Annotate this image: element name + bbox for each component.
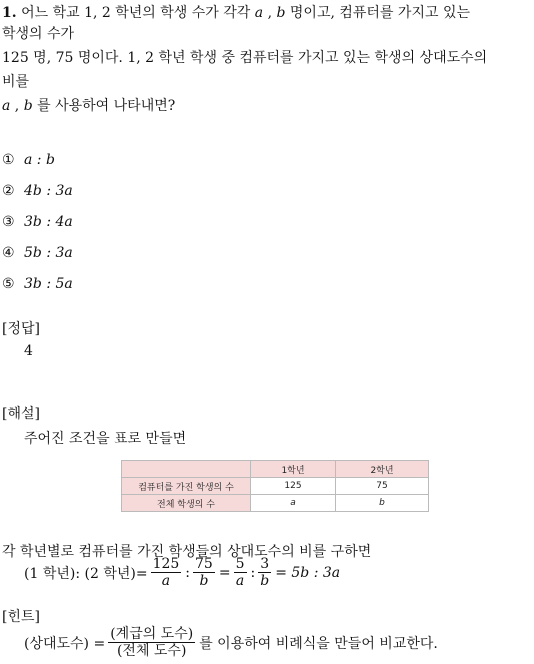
- answer-value: 4: [24, 343, 33, 359]
- table-header-cell: 2학년: [336, 461, 429, 478]
- comma: ,: [263, 5, 277, 21]
- table-row-header: 컴퓨터를 가진 학생의 수: [122, 478, 251, 495]
- table-cell: 75: [336, 478, 429, 495]
- explanation-intro: 주어진 조건을 표로 만들면: [24, 431, 187, 447]
- table-row: [122, 478, 429, 495]
- choice-4[interactable]: ④ 5b : 3a: [2, 245, 73, 261]
- table-cell: a: [251, 495, 336, 512]
- var-b: b: [276, 5, 286, 21]
- problem-line-1: [2, 2, 470, 22]
- problem-text-1a: 어느 학교 1, 2 학년의 학생 수가 각각: [21, 5, 255, 21]
- table-row: [122, 495, 429, 512]
- data-table: [121, 460, 429, 512]
- fraction: $\frac{125}{a}$: [152, 556, 180, 589]
- table-header-cell: 1학년: [251, 461, 336, 478]
- choice-2[interactable]: ② 4b : 3a: [2, 183, 73, 199]
- table-row-header: 전체 학생의 수: [122, 495, 251, 512]
- var-a: a: [254, 5, 264, 21]
- table-header-row: [122, 461, 429, 478]
- fraction: $\frac{3}{b}$: [260, 556, 270, 589]
- problem-text-1b: 명이고, 컴퓨터를 가지고 있는: [285, 5, 470, 21]
- explanation-equation: (1 학년): (2 학년)= $\frac{125}{a}$ : $\frac{75}{b}$ = $\frac{5}{a}$ : $\frac{3}{b}$ = 5b : 3a: [24, 556, 341, 589]
- hint-label: [힌트]: [2, 609, 40, 625]
- problem-line-4: 비를: [2, 74, 30, 90]
- explanation-label: [해설]: [2, 406, 40, 422]
- fraction: $\frac{\text{(계급의 도수)}}{\text{(전체 도수)}}$: [110, 626, 194, 659]
- answer-label: [정답]: [2, 321, 40, 337]
- table-header-cell: [122, 461, 251, 478]
- hint-formula: (상대도수) = $\frac{\text{(계급의 도수)}}{\text{(전체 도수)}}$ 를 이용하여 비례식을 만들어 비교한다.: [24, 626, 438, 659]
- choice-1[interactable]: ① a : b: [2, 152, 55, 168]
- choice-5[interactable]: ⑤ 3b : 5a: [2, 276, 73, 292]
- choice-3[interactable]: ③ 3b : 4a: [2, 214, 73, 230]
- fraction: $\frac{5}{a}$: [235, 556, 245, 589]
- problem-line-2: 학생의 수가: [2, 26, 75, 42]
- problem-line-5: a , b 를 사용하여 나타내면?: [2, 98, 176, 114]
- fraction: $\frac{75}{b}$: [195, 556, 213, 589]
- problem-number: 1.: [2, 5, 17, 21]
- problem-line-3: 125 명, 75 명이다. 1, 2 학년 학생 중 컴퓨터를 가지고 있는 학생의 상대도수의: [2, 50, 488, 66]
- table-cell: 125: [251, 478, 336, 495]
- table-cell: b: [336, 495, 429, 512]
- explanation-sentence: 각 학년별로 컴퓨터를 가진 학생들의 상대도수의 비를 구하면: [2, 544, 372, 560]
